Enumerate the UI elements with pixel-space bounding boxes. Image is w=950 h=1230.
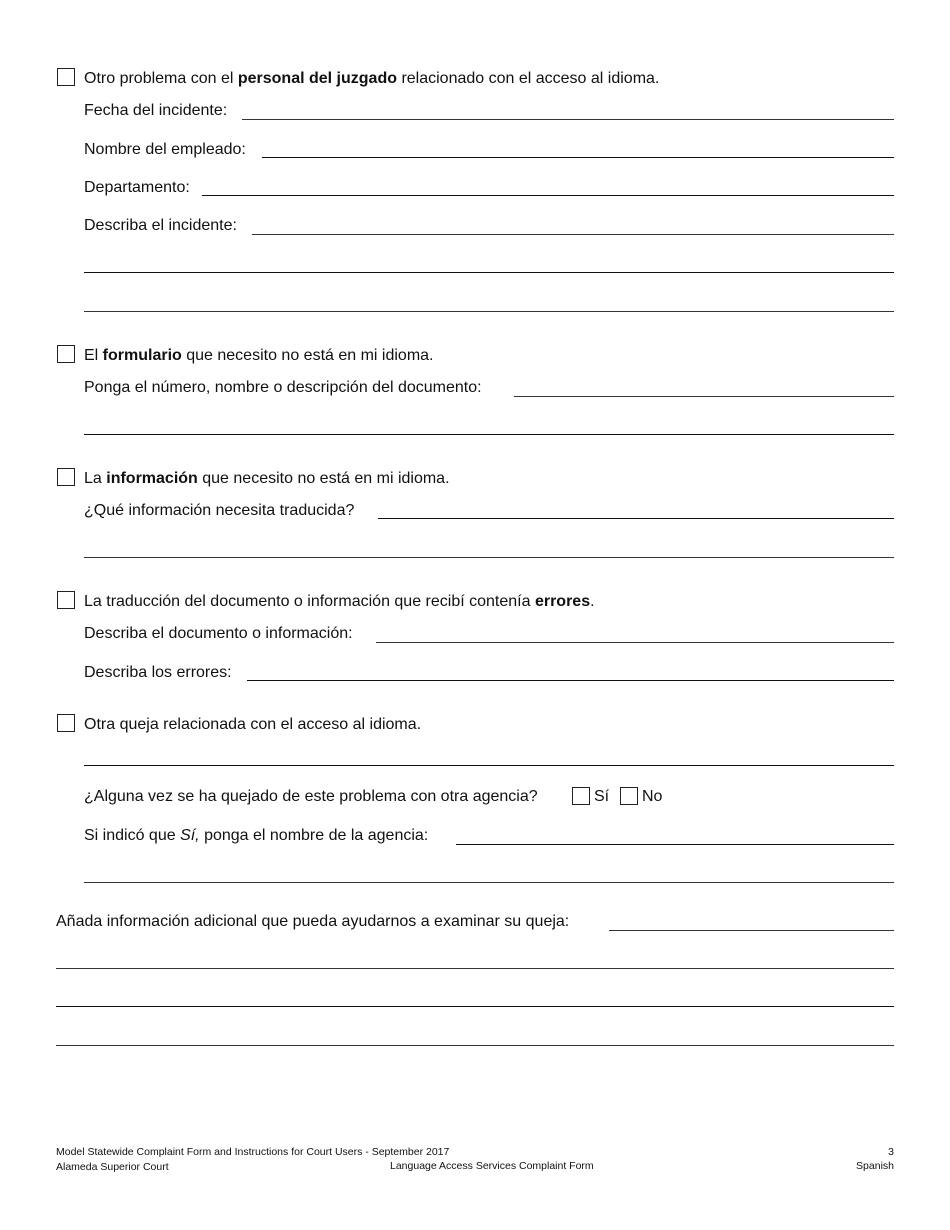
info-language-title: La información que necesito no está en mi idioma. — [84, 470, 450, 487]
employee-name-field[interactable] — [262, 157, 894, 158]
agency-no-checkbox[interactable] — [620, 787, 638, 805]
other-complaint-title: Otra queja relacionada con el acceso al idioma. — [84, 716, 422, 733]
other-complaint-line[interactable] — [84, 765, 894, 766]
document-field[interactable] — [514, 396, 894, 397]
describe-errors-label: Describa los errores: — [84, 664, 232, 681]
additional-info-label: Añada información adicional que pueda ayudarnos a examinar su queja: — [56, 913, 570, 930]
agency-no-label: No — [642, 788, 663, 805]
additional-info-line-3[interactable] — [56, 1006, 894, 1007]
agency-name-line-2[interactable] — [84, 882, 894, 883]
translation-errors-title: La traducción del documento o información que recibí contenía errores. — [84, 593, 595, 610]
agency-name-field[interactable] — [456, 844, 894, 845]
agency-yes-label: Sí — [594, 788, 610, 805]
agency-name-label: Si indicó que Sí, ponga el nombre de la agencia: — [84, 827, 429, 844]
footer-center-title: Language Access Services Complaint Form — [390, 1160, 594, 1172]
info-needed-label: ¿Qué información necesita traducida? — [84, 502, 355, 519]
info-language-checkbox[interactable] — [57, 468, 75, 486]
describe-document-field[interactable] — [376, 642, 894, 643]
form-language-checkbox[interactable] — [57, 345, 75, 363]
describe-incident-field[interactable] — [252, 234, 894, 235]
incident-date-field[interactable] — [242, 119, 894, 120]
document-line-2[interactable] — [84, 434, 894, 435]
footer-form-title: Model Statewide Complaint Form and Instructions for Court Users - September 2017 — [56, 1146, 450, 1158]
department-label: Departamento: — [84, 179, 190, 196]
additional-info-field[interactable] — [609, 930, 894, 931]
describe-incident-label: Describa el incidente: — [84, 217, 237, 234]
describe-incident-line-2[interactable] — [84, 272, 894, 273]
agency-question: ¿Alguna vez se ha quejado de este problema con otra agencia? — [84, 788, 538, 805]
other-complaint-checkbox[interactable] — [57, 714, 75, 732]
incident-date-label: Fecha del incidente: — [84, 102, 228, 119]
describe-incident-line-3[interactable] — [84, 311, 894, 312]
additional-info-line-4[interactable] — [56, 1045, 894, 1046]
info-needed-line-2[interactable] — [84, 557, 894, 558]
footer-court-name: Alameda Superior Court — [56, 1161, 169, 1173]
form-language-title: El formulario que necesito no está en mi idioma. — [84, 347, 434, 364]
describe-document-label: Describa el documento o información: — [84, 625, 353, 642]
footer-page-number: 3 — [888, 1146, 894, 1158]
employee-name-label: Nombre del empleado: — [84, 141, 246, 158]
describe-errors-field[interactable] — [247, 680, 894, 681]
info-needed-field[interactable] — [378, 518, 894, 519]
footer-language: Spanish — [856, 1160, 894, 1172]
translation-errors-checkbox[interactable] — [57, 591, 75, 609]
staff-problem-title: Otro problema con el personal del juzgado relacionado con el acceso al idioma. — [84, 70, 660, 87]
staff-problem-checkbox[interactable] — [57, 68, 75, 86]
document-label: Ponga el número, nombre o descripción del documento: — [84, 379, 482, 396]
department-field[interactable] — [202, 195, 894, 196]
agency-yes-checkbox[interactable] — [572, 787, 590, 805]
additional-info-line-2[interactable] — [56, 968, 894, 969]
